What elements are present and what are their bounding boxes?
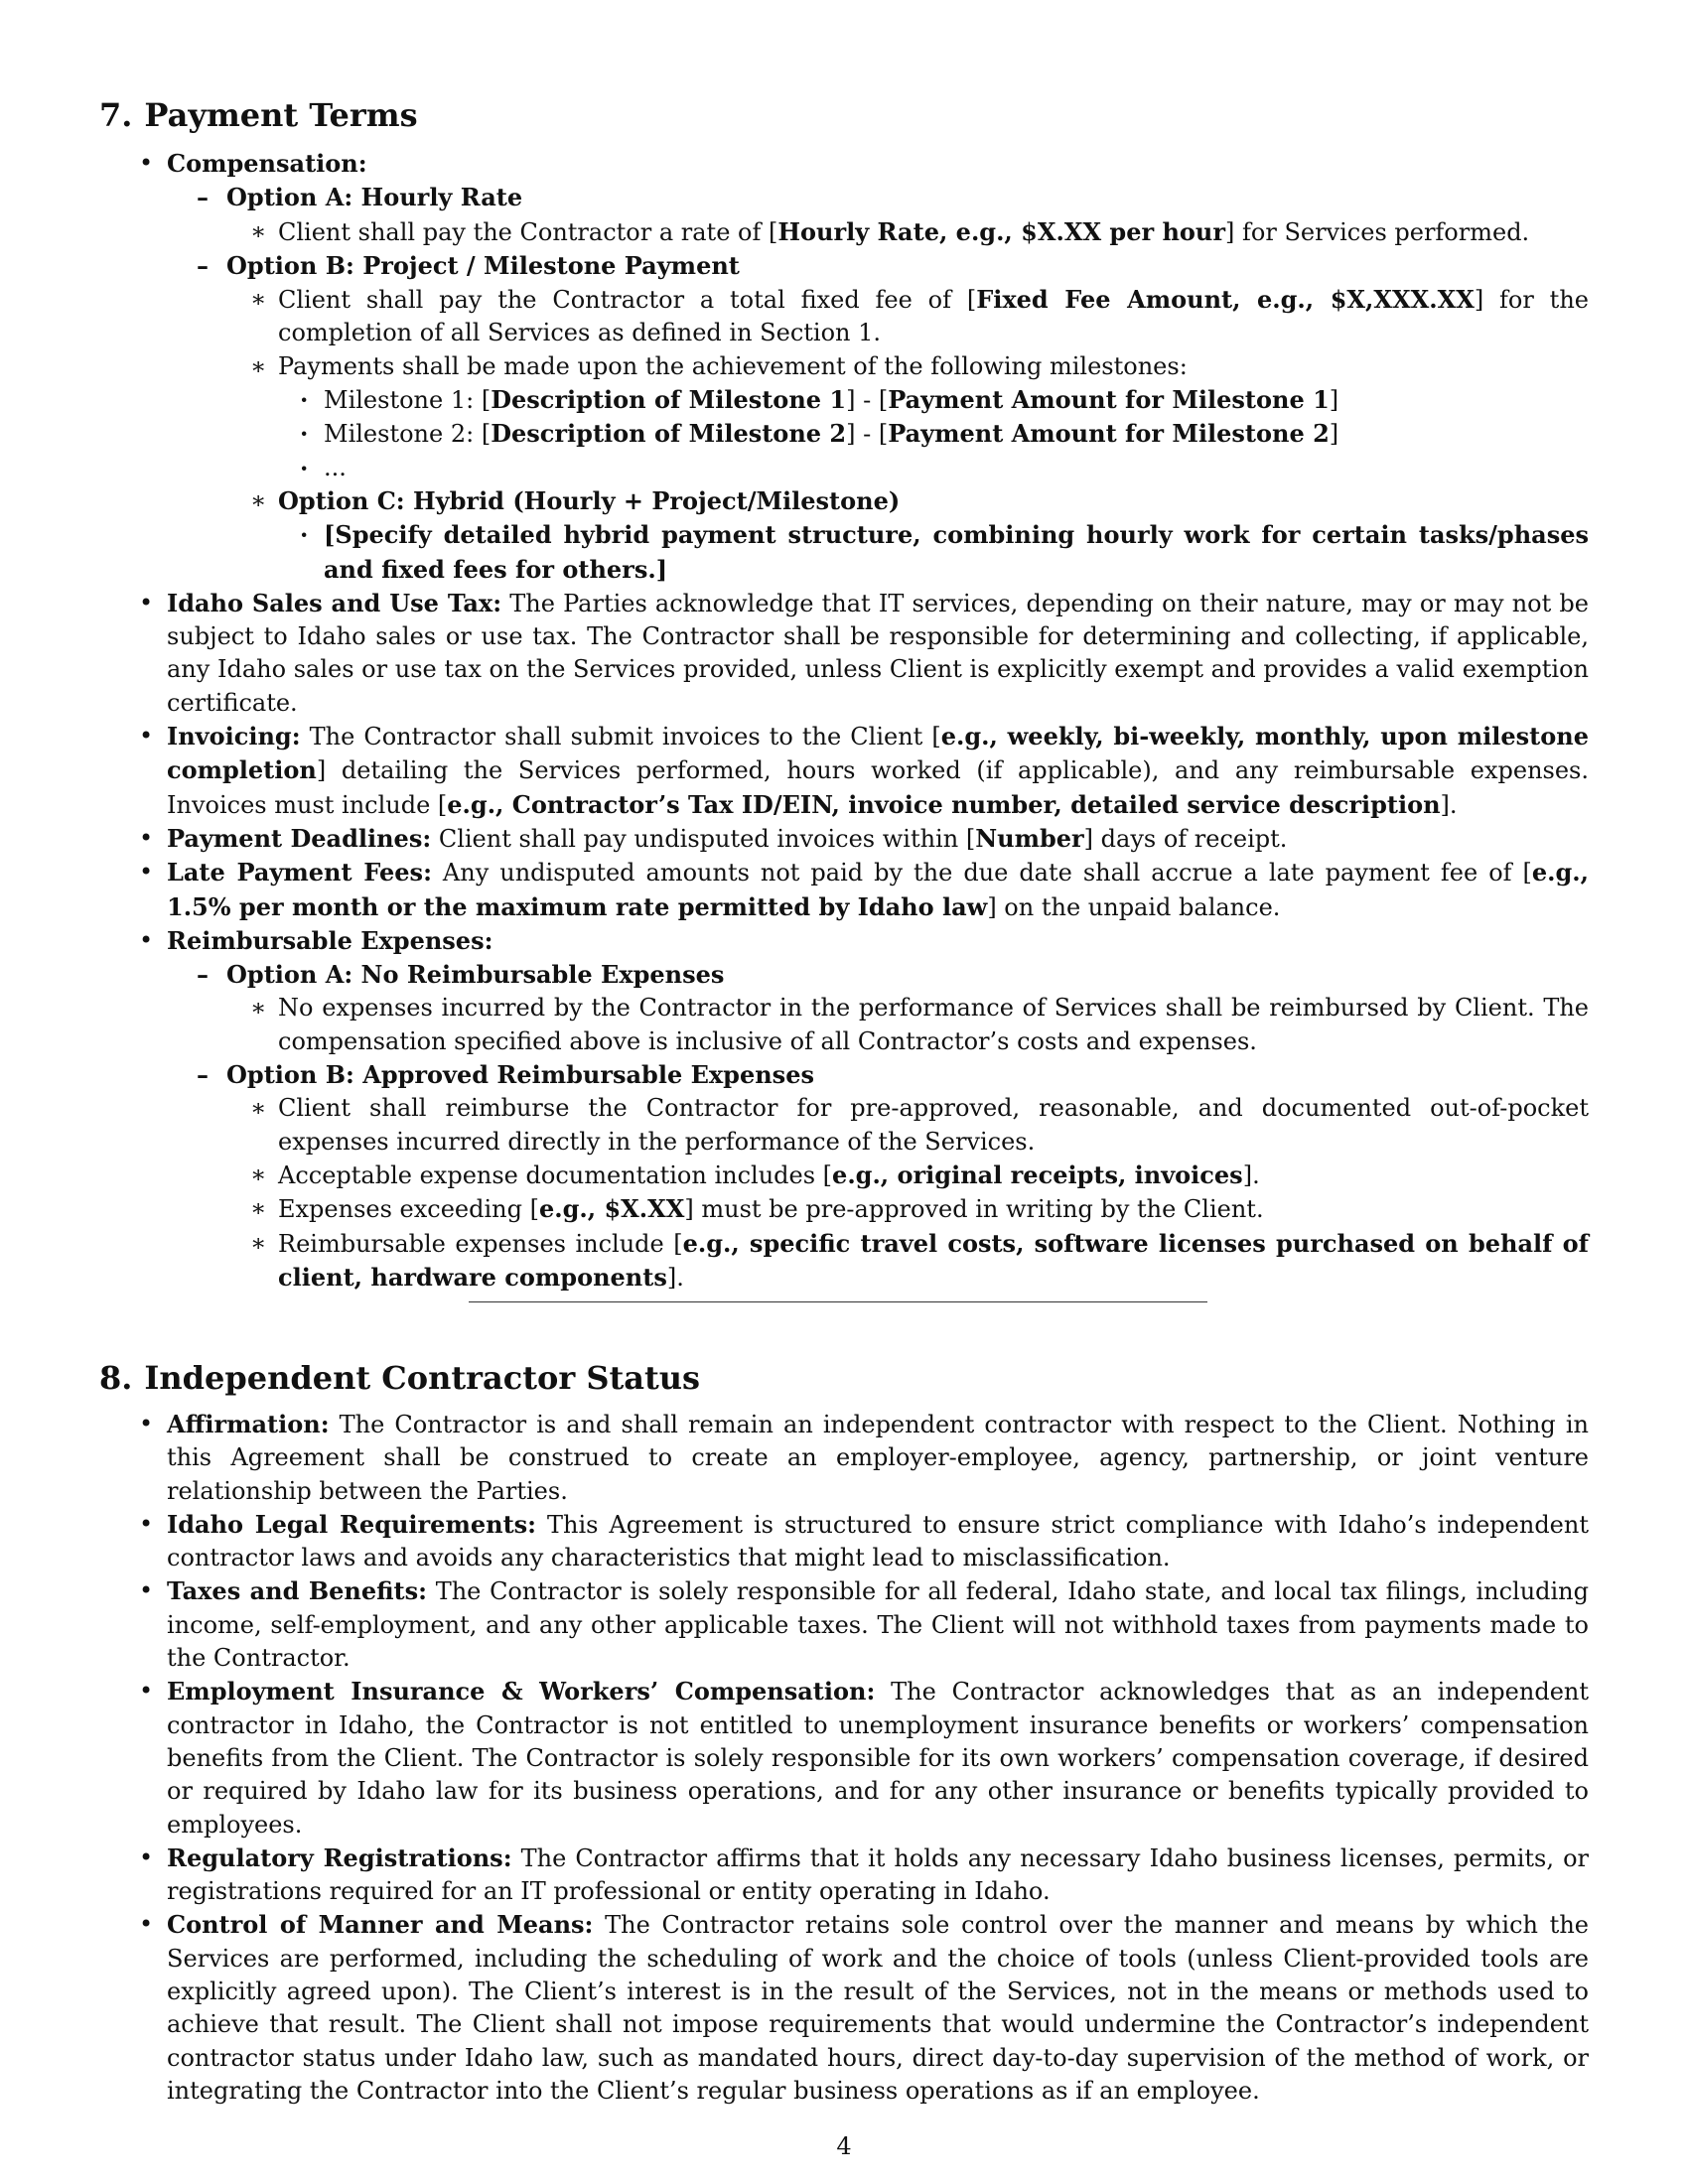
clause-text: Reimbursable expenses include [ <box>278 1229 683 1258</box>
clause-text: Client shall pay the Contractor a total fixed fee of [ <box>278 286 977 315</box>
item-label: Control of Manner and Means: <box>167 1910 594 1940</box>
late-fees-label: Late Payment Fees: <box>167 858 432 887</box>
section-7-heading <box>99 95 418 135</box>
compensation-item <box>167 147 1589 587</box>
expenses-option-a <box>226 958 1589 1058</box>
placeholder: e.g., 1.5% per month or the maximum rate permitted by Idaho law <box>167 858 1589 921</box>
compensation-option-b <box>226 249 1589 587</box>
placeholder: e.g., specific travel costs, software licenses purchased on behalf of client, hardware components <box>278 1228 1589 1292</box>
placeholder: Payment Amount for Milestone 2 <box>888 419 1330 449</box>
clause-text: ] for Services performed. <box>1225 217 1530 246</box>
placeholder: Number <box>975 823 1084 853</box>
hourly-rate-clause <box>278 215 1589 249</box>
clause-text: ] detailing the Services performed, hours worked (if applicable), and any reimbursable expenses. Invoices must include [ <box>167 756 1589 819</box>
affirmation-item <box>167 1408 1589 1508</box>
milestone-sep: ] - [ <box>846 420 889 449</box>
deadlines-label: Payment Deadlines: <box>167 823 432 853</box>
section-7-title: Payment Terms <box>144 96 418 134</box>
clause-text: ]. <box>1440 790 1458 819</box>
item-label: Taxes and Benefits: <box>167 1576 428 1606</box>
preapproval-clause <box>278 1192 1589 1226</box>
compensation-label: Compensation: <box>167 149 367 178</box>
section-7-number: 7. <box>99 96 133 134</box>
compensation-option-c <box>278 484 1589 587</box>
option-a-label: Option A: Hourly Rate <box>226 183 523 212</box>
milestone-item <box>324 417 1589 451</box>
milestone-sep: ] - [ <box>846 386 889 415</box>
item-text: The Contractor retains sole control over the manner and means by which the Services are performed, including the scheduling of work and the choice of tools (unless Client-provided tools are explicitly agreed upon). The Client’s interest is in the result of the Services, not in the means or methods used to achieve that result. The Client shall not impose requirements that would undermine the Contractor’s independent contractor status under Idaho law, such as mandated hours, direct day-to-day supervision of the method of work, or integrating the Contractor into the Client’s regular business operations as if an employee. <box>167 1911 1589 2105</box>
clause-text: ]. <box>1242 1160 1260 1189</box>
taxes-benefits-item <box>167 1574 1589 1675</box>
page-number: 4 <box>836 2132 852 2160</box>
item-label: Affirmation: <box>167 1410 330 1438</box>
placeholder: e.g., weekly, bi-weekly, monthly, upon milestone completion <box>167 722 1589 785</box>
sales-tax-item <box>167 587 1589 720</box>
item-text: The Contractor affirms that it holds any necessary Idaho business licenses, permits, or registrations required for an IT professional or entity operating in Idaho. <box>167 1843 1590 1906</box>
milestone-item <box>324 383 1589 417</box>
reimburse-clause: ∗ Client shall reimburse the Contractor for pre-approved, reasonable, and documented out-of-pocket expenses incurred directly in the performance of the Services. <box>278 1092 1589 1159</box>
sales-tax-text: The Parties acknowledge that IT services, depending on their nature, may or may not be subject to Idaho sales or use tax. The Contractor shall be responsible for determining and collecting, if applicable, any Idaho sales or use tax on the Services provided, unless Client is explicitly exempt and provides a valid exemption certificate. <box>167 589 1589 717</box>
milestone-suffix: ] <box>1329 386 1339 415</box>
clause-text: Client shall pay undisputed invoices within [ <box>431 824 976 853</box>
section-8-number: 8. <box>99 1359 133 1397</box>
milestones-clause <box>278 350 1589 484</box>
item-label: Regulatory Registrations: <box>167 1843 512 1872</box>
section-7-body <box>167 147 1589 1295</box>
reimbursable-expenses-item <box>167 924 1589 1295</box>
placeholder: e.g., original receipts, invoices <box>832 1160 1243 1189</box>
item-label: Employment Insurance & Workers’ Compensation: <box>167 1677 876 1706</box>
milestone-ellipsis: · ... <box>324 452 1589 484</box>
section-8-heading <box>99 1358 700 1398</box>
item-text: The Contractor is solely responsible for all federal, Idaho state, and local tax filings, including income, self-employment, and any other applicable taxes. The Client will not withhold taxes from payments made to the Contractor. <box>167 1577 1590 1673</box>
placeholder: Payment Amount for Milestone 1 <box>888 385 1330 415</box>
placeholder: e.g., $X.XX <box>538 1194 685 1224</box>
clause-text: The Contractor shall submit invoices to the Client [ <box>300 723 941 751</box>
clause-text: ] on the unpaid balance. <box>987 892 1281 921</box>
option-c-label: Option C: Hybrid (Hourly + Project/Milestone) <box>278 485 901 515</box>
section-8-title: Independent Contractor Status <box>144 1359 701 1397</box>
hybrid-placeholder <box>324 518 1589 587</box>
no-expenses-clause: ∗ No expenses incurred by the Contractor in the performance of Services shall be reimbursed by Client. The compensation specified above is inclusive of all Contractor’s costs and expenses. <box>278 992 1589 1058</box>
placeholder: Description of Milestone 1 <box>491 385 847 415</box>
registrations-item <box>167 1842 1589 1909</box>
included-expenses-clause <box>278 1227 1589 1296</box>
clause-text: ] for the completion of all Services as defined in Section 1. <box>278 286 1589 347</box>
sales-tax-label: Idaho Sales and Use Tax: <box>167 588 502 617</box>
clause-text: ] days of receipt. <box>1083 824 1288 853</box>
payment-deadlines-item <box>167 822 1589 856</box>
documentation-clause <box>278 1159 1589 1192</box>
clause-text: Payments shall be made upon the achievement of the following milestones: <box>278 351 1188 380</box>
placeholder: Fixed Fee Amount, e.g., $X,XXX.XX <box>976 285 1475 315</box>
placeholder: Hourly Rate, e.g., $X.XX per hour <box>777 216 1226 246</box>
placeholder: Description of Milestone 2 <box>491 419 847 449</box>
invoicing-item <box>167 720 1589 822</box>
control-item <box>167 1908 1589 2108</box>
section-divider <box>469 1301 1207 1302</box>
clause-text: Acceptable expense documentation includes [ <box>278 1160 833 1189</box>
placeholder: e.g., Contractor’s Tax ID/EIN, invoice number, detailed service description <box>447 789 1441 819</box>
section-8-body <box>167 1408 1589 2108</box>
clause-text: ] must be pre-approved in writing by the Client. <box>684 1195 1264 1224</box>
clause-text: Client shall pay the Contractor a rate of [ <box>278 217 778 246</box>
clause-text: Any undisputed amounts not paid by the due date shall accrue a late payment fee of [ <box>431 859 1532 887</box>
expenses-option-b-label: Option B: Approved Reimbursable Expenses <box>226 1060 814 1090</box>
insurance-item <box>167 1675 1589 1841</box>
item-text: The Contractor acknowledges that as an independent contractor in Idaho, the Contractor is not entitled to unemployment insurance benefits or workers’ compensation benefits from the Client. The Contractor is solely responsible for its own workers’ compensation coverage, if desired or required by Idaho law for its business operations, and for any other insurance or benefits typically provided to employees. <box>167 1678 1589 1839</box>
expenses-label: Reimbursable Expenses: <box>167 925 493 955</box>
item-label: Idaho Legal Requirements: <box>167 1509 537 1539</box>
expenses-option-a-label: Option A: No Reimbursable Expenses <box>226 960 725 990</box>
item-text: This Agreement is structured to ensure strict compliance with Idaho’s independent contractor laws and avoids any characteristics that might lead to misclassification. <box>167 1510 1589 1572</box>
clause-text: ]. <box>666 1263 684 1292</box>
late-fees-item <box>167 856 1589 924</box>
fixed-fee-clause <box>278 283 1589 350</box>
clause-text: Expenses exceeding [ <box>278 1195 539 1224</box>
option-b-label: Option B: Project / Milestone Payment <box>226 250 740 280</box>
compensation-option-a <box>226 181 1589 249</box>
milestone-prefix: Milestone 2: [ <box>324 420 492 449</box>
invoicing-label: Invoicing: <box>167 722 301 751</box>
item-text: The Contractor is and shall remain an independent contractor with respect to the Client. Nothing in this Agreement shall be construed to create an employer-employee, agency, partnership, or joint venture relationship between the Parties. <box>167 1411 1589 1505</box>
expenses-option-b <box>226 1058 1589 1295</box>
legal-requirements-item <box>167 1508 1589 1575</box>
milestone-suffix: ] <box>1329 420 1339 449</box>
milestone-prefix: Milestone 1: [ <box>324 386 492 415</box>
placeholder: [Specify detailed hybrid payment structure, combining hourly work for certain tasks/phases and fixed fees for others.] <box>324 520 1589 584</box>
